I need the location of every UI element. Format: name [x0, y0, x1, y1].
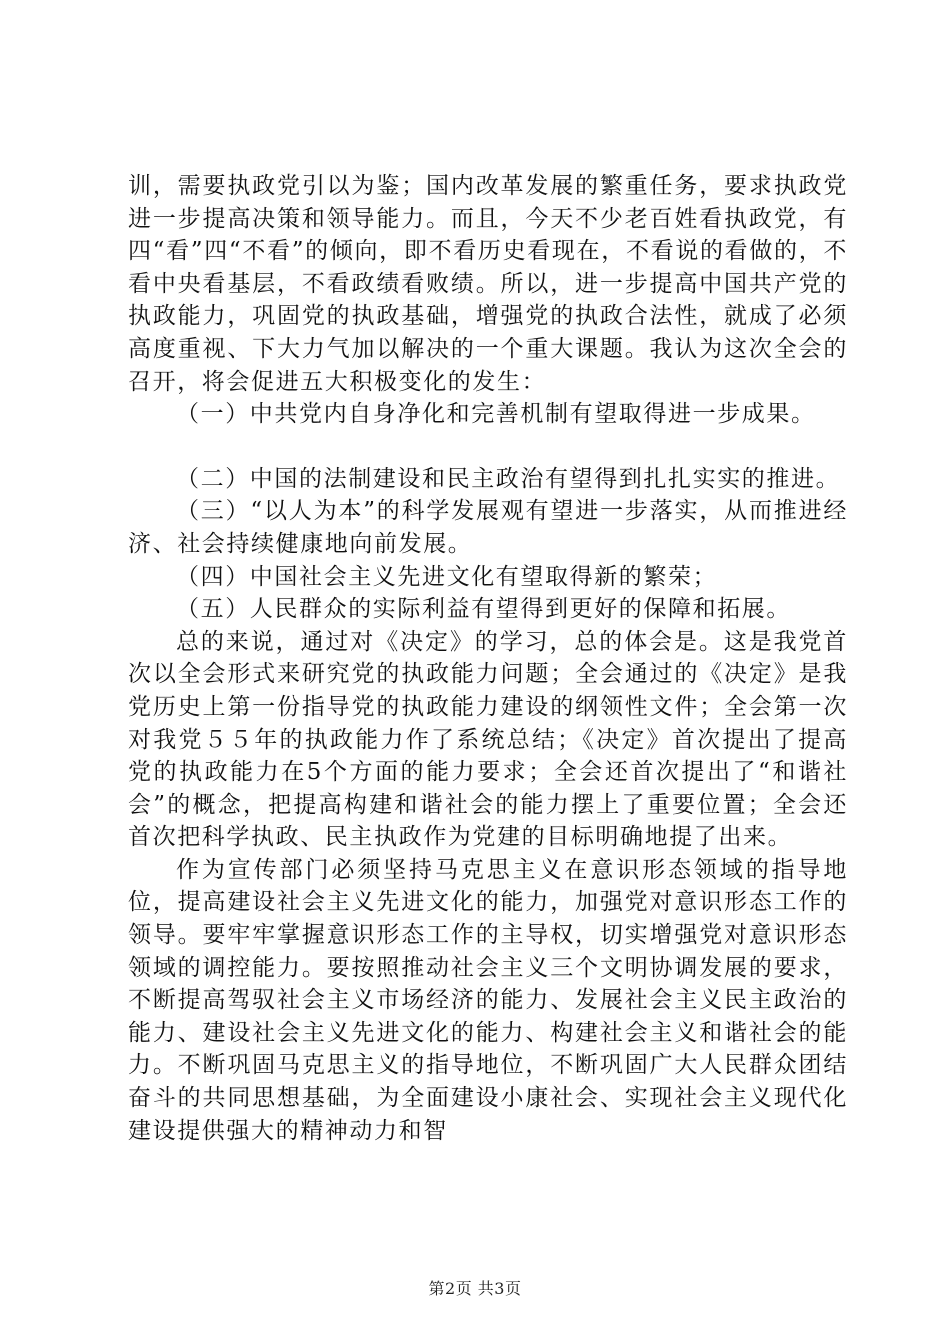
page-footer: 第2页 共3页	[428, 1279, 522, 1298]
paragraph-propaganda: 作为宣传部门必须坚持马克思主义在意识形态领域的指导地位，提高建设社会主义先进文化的能力，加强党对意识形态工作的领导。要牢牢掌握意识形态工作的主导权，切实增强党对意识形态领域的调控能力。要按照推动社会主义三个文明协调发展的要求，不断提高驾驭社会主义市场经济的能力、发展社会主义民主政治的能力、建设社会主义先进文化的能力、构建社会主义和谐社会的能力。不断巩固马克思主义的指导地位，不断巩固广大人民群众团结奋斗的共同思想基础，为全面建设小康社会、实现社会主义现代化建设提供强大的精神动力和智	[128, 856, 848, 1144]
list-item-1: （一）中共党内自身净化和完善机制有望取得进一步成果。	[176, 401, 816, 428]
list-item-2: （二）中国的法制建设和民主政治有望得到扎扎实实的推进。	[176, 465, 841, 492]
paragraph-continuation: 训，需要执政党引以为鉴；国内改革发展的繁重任务，要求执政党进一步提高决策和领导能力。而且，今天不少老百姓看执政党，有四“看”四“不看”的倾向，即不看历史看现在，不看说的看做的，不看中央看基层，不看政绩看败绩。所以，进一步提高中国共产党的执政能力，巩固党的执政基础，增强党的执政合法性，就成了必须高度重视、下大力气加以解决的一个重大课题。我认为这次全会的召开，将会促进五大积极变化的发生：	[128, 173, 848, 395]
list-item-3: （三）“以人为本”的科学发展观有望进一步落实，从而推进经济、社会持续健康地向前发展。	[128, 498, 848, 557]
document-body	[128, 170, 848, 1147]
list-item-4: （四）中国社会主义先进文化有望取得新的繁荣；	[176, 563, 718, 590]
list-item-5: （五）人民群众的实际利益有望得到更好的保障和拓展。	[176, 596, 791, 623]
paragraph-summary: 总的来说，通过对《决定》的学习，总的体会是。这是我党首次以全会形式来研究党的执政能力问题；全会通过的《决定》是我党历史上第一份指导党的执政能力建设的纲领性文件；全会第一次对我党５５年的执政能力作了系统总结；《决定》首次提出了提高党的执政能力在5个方面的能力要求；全会还首次提出了“和谐社会”的概念，把提高构建和谐社会的能力摆上了重要位置；全会还首次把科学执政、民主执政作为党建的目标明确地提了出来。	[128, 628, 848, 851]
